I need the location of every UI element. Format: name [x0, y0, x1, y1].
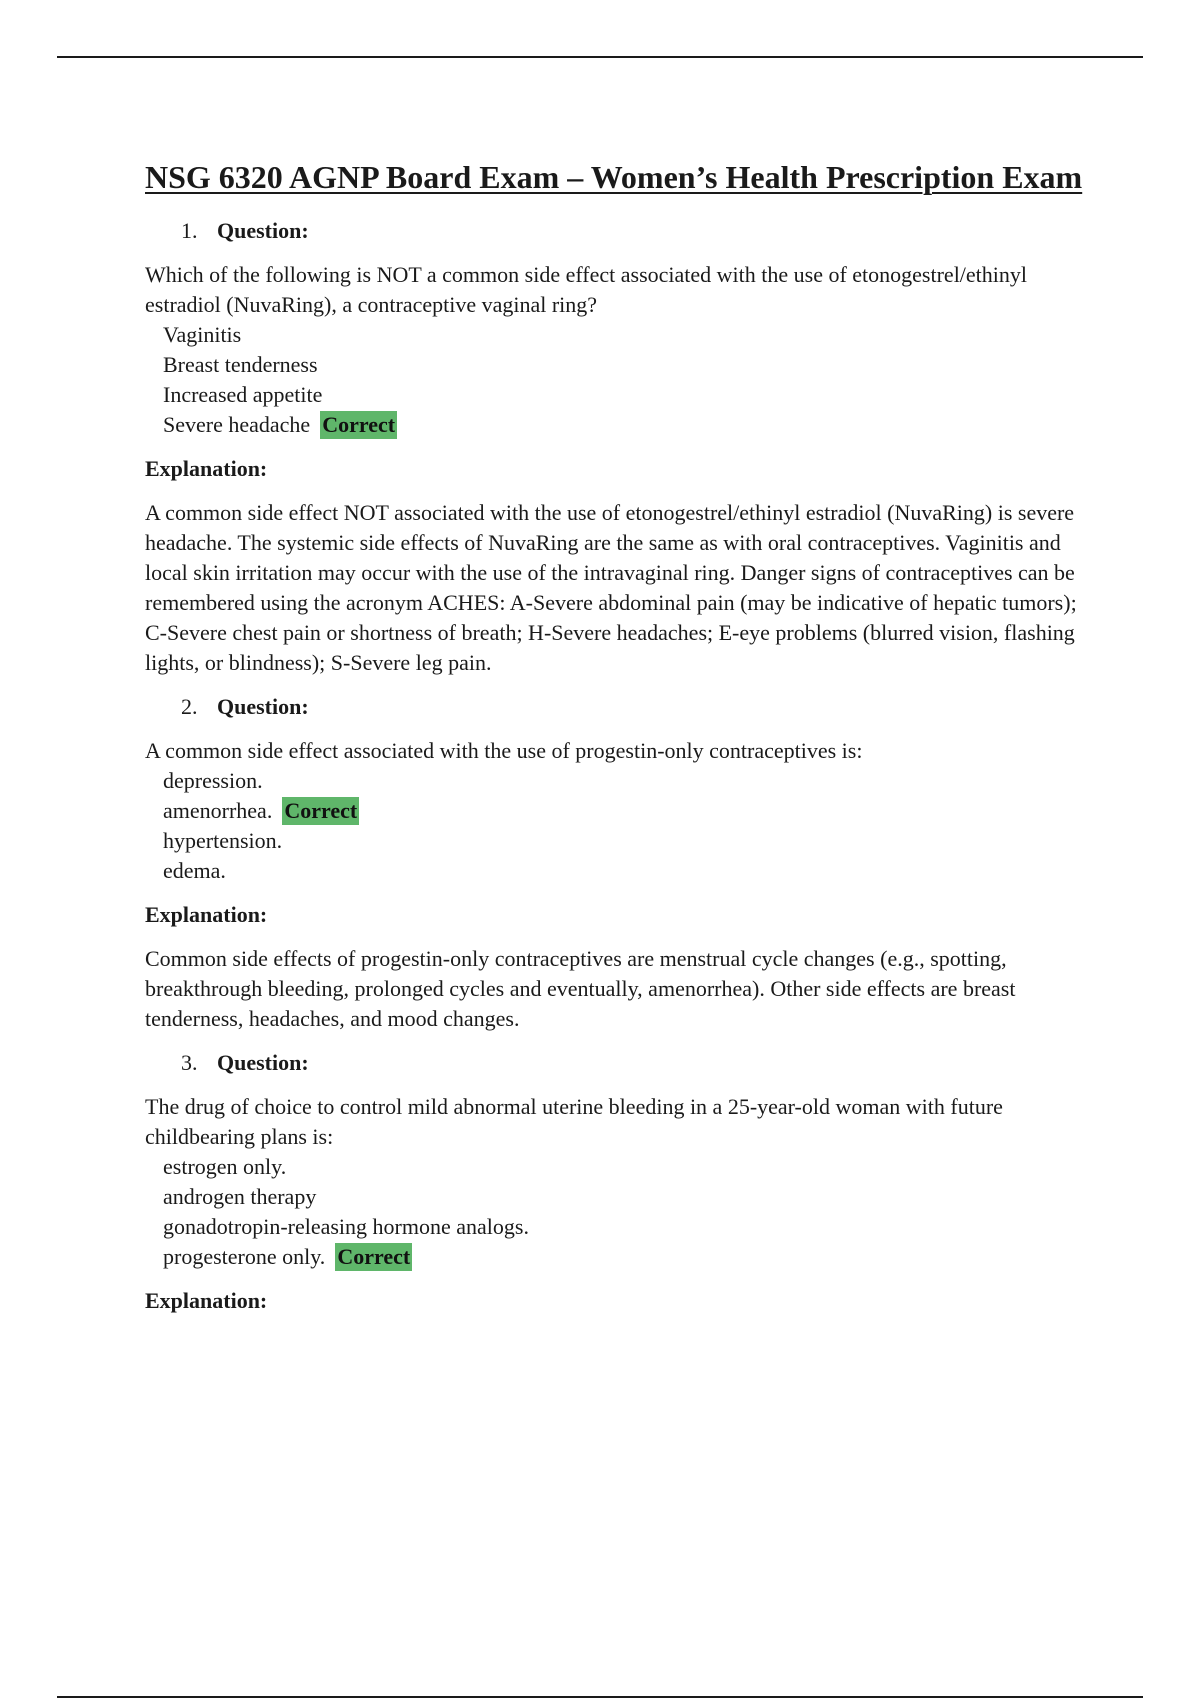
answer-option	[163, 380, 1090, 410]
question-heading	[181, 1048, 1090, 1078]
answer-option	[163, 1212, 1090, 1242]
answer-option	[163, 766, 1090, 796]
answer-option	[163, 1182, 1090, 1212]
option-text: gonadotropin-releasing hormone analogs.	[163, 1214, 529, 1239]
question-label: Question:	[217, 218, 309, 243]
question-block-3	[145, 1048, 1090, 1316]
answer-options	[163, 320, 1090, 440]
question-text: Which of the following is NOT a common side effect associated with the use of etonogestrel/ethinyl estradiol (NuvaRing), a contraceptive vaginal ring?	[145, 262, 1028, 317]
question-text: A common side effect associated with the use of progestin-only contraceptives is:	[145, 738, 863, 763]
explanation-label: Explanation:	[145, 456, 268, 481]
answer-option	[163, 826, 1090, 856]
explanation-label: Explanation:	[145, 902, 268, 927]
option-text: Severe headache	[163, 412, 311, 437]
option-text: Breast tenderness	[163, 352, 318, 377]
correct-badge: Correct	[337, 1244, 411, 1269]
question-heading	[181, 692, 1090, 722]
document-title: NSG 6320 AGNP Board Exam – Women’s Health Prescription Exam	[145, 159, 1083, 195]
question-label: Question:	[217, 694, 309, 719]
explanation-label: Explanation:	[145, 1288, 268, 1313]
explanation-text: Common side effects of progestin-only contraceptives are menstrual cycle changes (e.g., spotting, breakthrough bleeding, prolonged cycles and eventually, amenorrhea). Other side effects are breast tenderness, headaches, and mood changes.	[145, 946, 1016, 1031]
question-number: 1.	[181, 218, 198, 243]
top-rule	[57, 56, 1143, 58]
option-text: androgen therapy	[163, 1184, 317, 1209]
answer-options	[163, 766, 1090, 886]
option-text: Vaginitis	[163, 322, 242, 347]
option-text: depression.	[163, 768, 263, 793]
answer-option-correct	[163, 796, 1090, 826]
option-text: edema.	[163, 858, 226, 883]
answer-options	[163, 1152, 1090, 1272]
option-text: hypertension.	[163, 828, 283, 853]
document-body	[145, 158, 1090, 1330]
option-text: progesterone only.	[163, 1244, 326, 1269]
option-text: Increased appetite	[163, 382, 323, 407]
explanation-text: A common side effect NOT associated with the use of etonogestrel/ethinyl estradiol (NuvaRing) is severe headache. The systemic side effects of NuvaRing are the same as with oral contraceptives. Vaginitis and local skin irritation may occur with the use of the intravaginal ring. Danger signs of contraceptives can be remembered using the acronym ACHES: A-Severe abdominal pain (may be indicative of hepatic tumors); C-Severe chest pain or shortness of breath; H-Severe headaches; E-eye problems (blurred vision, flashing lights, or blindness); S-Severe leg pain.	[145, 500, 1077, 675]
question-label: Question:	[217, 1050, 309, 1075]
answer-option-correct	[163, 410, 1090, 440]
correct-badge: Correct	[322, 412, 396, 437]
correct-badge: Correct	[284, 798, 358, 823]
answer-option	[163, 350, 1090, 380]
question-number: 3.	[181, 1050, 198, 1075]
answer-option	[163, 856, 1090, 886]
question-block-2	[145, 692, 1090, 1034]
question-block-1	[145, 216, 1090, 678]
answer-option	[163, 320, 1090, 350]
option-text: amenorrhea.	[163, 798, 273, 823]
answer-option	[163, 1152, 1090, 1182]
question-heading	[181, 216, 1090, 246]
option-text: estrogen only.	[163, 1154, 287, 1179]
bottom-rule	[57, 1696, 1143, 1698]
question-text: The drug of choice to control mild abnormal uterine bleeding in a 25-year-old woman with future childbearing plans is:	[145, 1094, 1003, 1149]
question-number: 2.	[181, 694, 198, 719]
answer-option-correct	[163, 1242, 1090, 1272]
